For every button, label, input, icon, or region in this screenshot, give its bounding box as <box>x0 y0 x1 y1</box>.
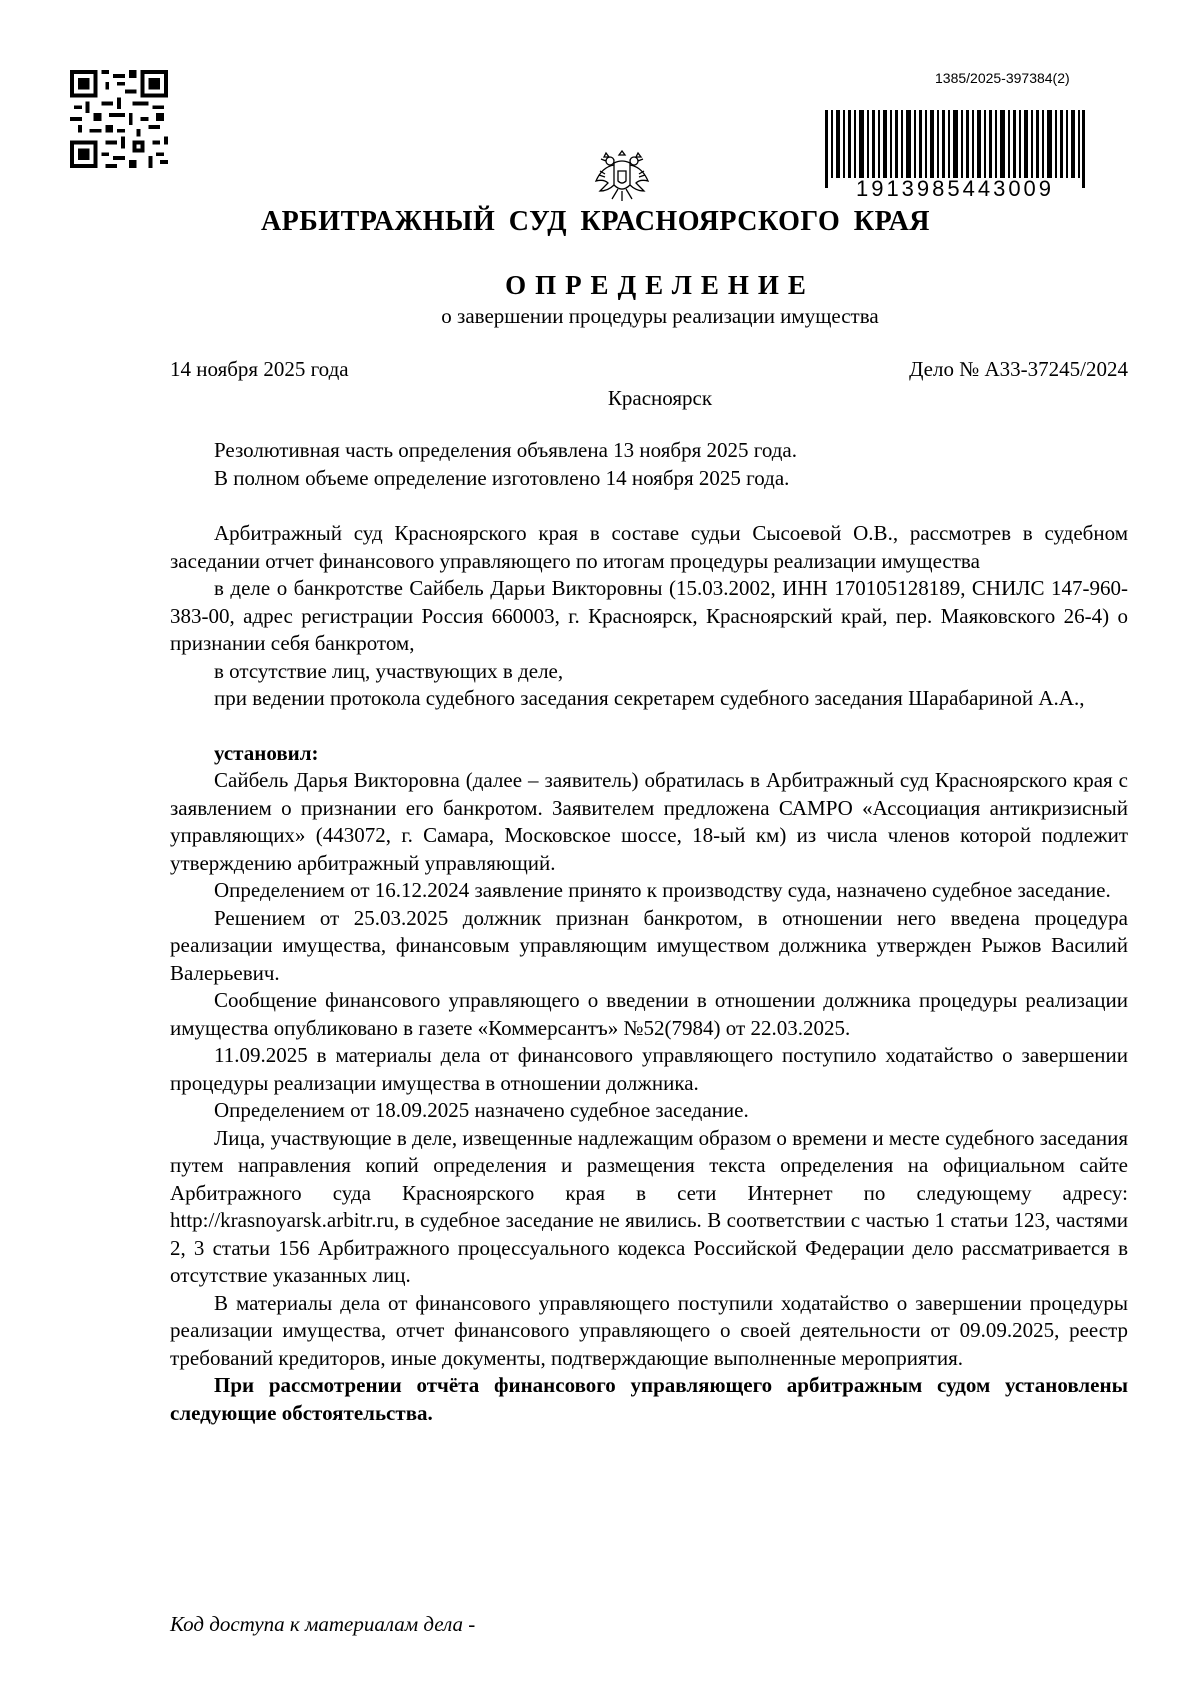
document-type: ОПРЕДЕЛЕНИЕ <box>505 270 815 300</box>
coat-of-arms-icon <box>592 145 652 207</box>
paragraph: в отсутствие лиц, участвующих в деле, <box>214 658 564 683</box>
document-subtitle: о завершении процедуры реализации имущества <box>441 304 879 328</box>
document-date: 14 ноября 2025 года <box>170 357 349 381</box>
qr-code-icon <box>70 70 168 168</box>
paragraph: При рассмотрении отчёта финансового управляющего арбитражным судом установлены следующие обстоятельства. <box>170 1373 1128 1425</box>
case-number: Дело № А33-37245/2024 <box>909 357 1128 381</box>
paragraph: Сообщение финансового управляющего о введении в отношении должника процедуры реализации имущества опубликовано в газете «Коммерсантъ» №52(7984) от 22.03.2025. <box>170 988 1128 1040</box>
paragraph: Сайбель Дарья Викторовна (далее – заявитель) обратилась в Арбитражный суд Красноярского края с заявлением о признании его банкротом. Заявителем предложена САМРО «Ассоциация антикризисный управляющих» (443072, г. Самара, Московское шоссе, 18-ый км) из числа членов которой подлежит утверждению арбитражный управляющий. <box>170 768 1128 875</box>
document-number: 1385/2025-397384(2) <box>935 70 1070 86</box>
court-name: АРБИТРАЖНЫЙ СУД КРАСНОЯРСКОГО КРАЯ <box>260 206 931 237</box>
city: Красноярск <box>607 386 713 410</box>
barcode-number: 191398544300​9 <box>830 178 1080 200</box>
section-heading: установил: <box>214 740 319 765</box>
paragraph: Арбитражный суд Красноярского края в составе судьи Сысоевой О.В., рассмотрев в судебном заседании отчет финансового управляющего по итогам процедуры реализации имущества <box>170 521 1128 573</box>
paragraph: Резолютивная часть определения объявлена 13 ноября 2025 года. <box>214 438 798 462</box>
paragraph: Определением от 18.09.2025 назначено судебное заседание. <box>214 1098 749 1122</box>
document-body <box>170 437 1128 1427</box>
paragraph: при ведении протокола судебного заседания секретарем судебного заседания Шарабариной А.А., <box>214 686 1085 710</box>
paragraph: Лица, участвующие в деле, извещенные надлежащим образом о времени и месте судебного заседания путем направления копий определения и размещения текста определения на официальном сайте Арбитражного суда Красноярского края в сети Интернет по следующему адресу: http://krasnoyarsk.arbitr.ru, в судебное заседание не явились. В соответствии с частью 1 статьи 123, частями 2, 3 статьи 156 Арбитражного процессуального кодекса Российской Федерации дело рассматривается в отсутствие указанных лиц. <box>170 1125 1128 1287</box>
paragraph: 11.09.2025 в материалы дела от финансового управляющего поступило ходатайство о завершении процедуры реализации имущества в отношении должника. <box>170 1043 1128 1095</box>
paragraph: Решением от 25.03.2025 должник признан банкротом, в отношении него введена процедура реализации имущества, финансовым управляющим имуществом должника утвержден Рыжов Василий Валерьевич. <box>170 905 1128 985</box>
paragraph: в деле о банкротстве Сайбель Дарьи Викторовны (15.03.2002, ИНН 170105128189, СНИЛС 147-960-383-00, адрес регистрации Россия 660003, г. Красноярск, Красноярский край, пер. Маяковского 26-4) о признании себя банкротом, <box>170 576 1128 655</box>
paragraph: В полном объеме определение изготовлено 14 ноября 2025 года. <box>214 465 790 490</box>
access-code-label: Код доступа к материалам дела - <box>170 1612 476 1636</box>
paragraph: Определением от 16.12.2024 заявление принято к производству суда, назначено судебное заседание. <box>214 878 1111 902</box>
paragraph: В материалы дела от финансового управляющего поступили ходатайство о завершении процедуры реализации имущества, отчет финансового управляющего о своей деятельности от 09.09.2025, реестр требований кредиторов, иные документы, подтверждающие выполненные мероприятия. <box>170 1290 1128 1370</box>
